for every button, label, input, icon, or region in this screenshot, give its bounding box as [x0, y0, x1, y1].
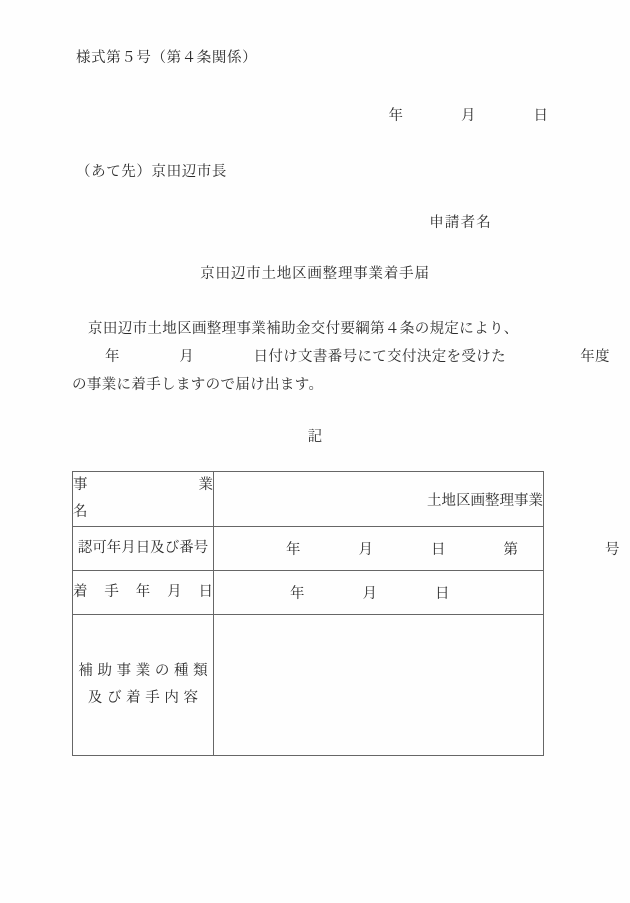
row-label-approval-date-number: 認可年月日及び番号	[73, 527, 214, 571]
row-label-business-name: 事 業 名	[73, 472, 214, 527]
table-row	[73, 472, 544, 527]
form-table	[72, 471, 620, 756]
row-label-subsidy-type-and-content: 補 助 事 業 の 種 類 及 び 着 手 内 容	[73, 615, 214, 756]
body-line-3: の事業に着手しますので届け出ます。	[72, 377, 324, 393]
date-blank-line: 年 月 日	[388, 108, 548, 124]
row-value-start-date[interactable]: 年 月 日	[214, 571, 544, 615]
form-number: 様式第５号（第４条関係）	[76, 50, 258, 66]
table-row	[73, 571, 544, 615]
ki-marker: 記	[307, 429, 323, 445]
addressee-line: （あて先）京田辺市長	[76, 164, 227, 180]
table-row	[73, 527, 544, 571]
page-title: 京田辺市土地区画整理事業着手届	[200, 266, 430, 282]
row-value-business-name[interactable]: 土地区画整理事業	[214, 472, 544, 527]
row-value-subsidy-type-and-content[interactable]	[214, 615, 544, 756]
applicant-name-label: 申請者名	[429, 215, 492, 231]
body-line-2: 年 月 日付け文書番号にて交付決定を受けた 年度	[105, 349, 610, 365]
row-value-approval-date-number[interactable]: 年 月 日 第 号	[214, 527, 544, 571]
table-row	[73, 615, 544, 756]
body-paragraph	[72, 315, 610, 399]
body-line-1: 京田辺市土地区画整理事業補助金交付要綱第４条の規定により、	[88, 321, 519, 337]
row-label-start-date: 着 手 年 月 日	[73, 571, 214, 615]
